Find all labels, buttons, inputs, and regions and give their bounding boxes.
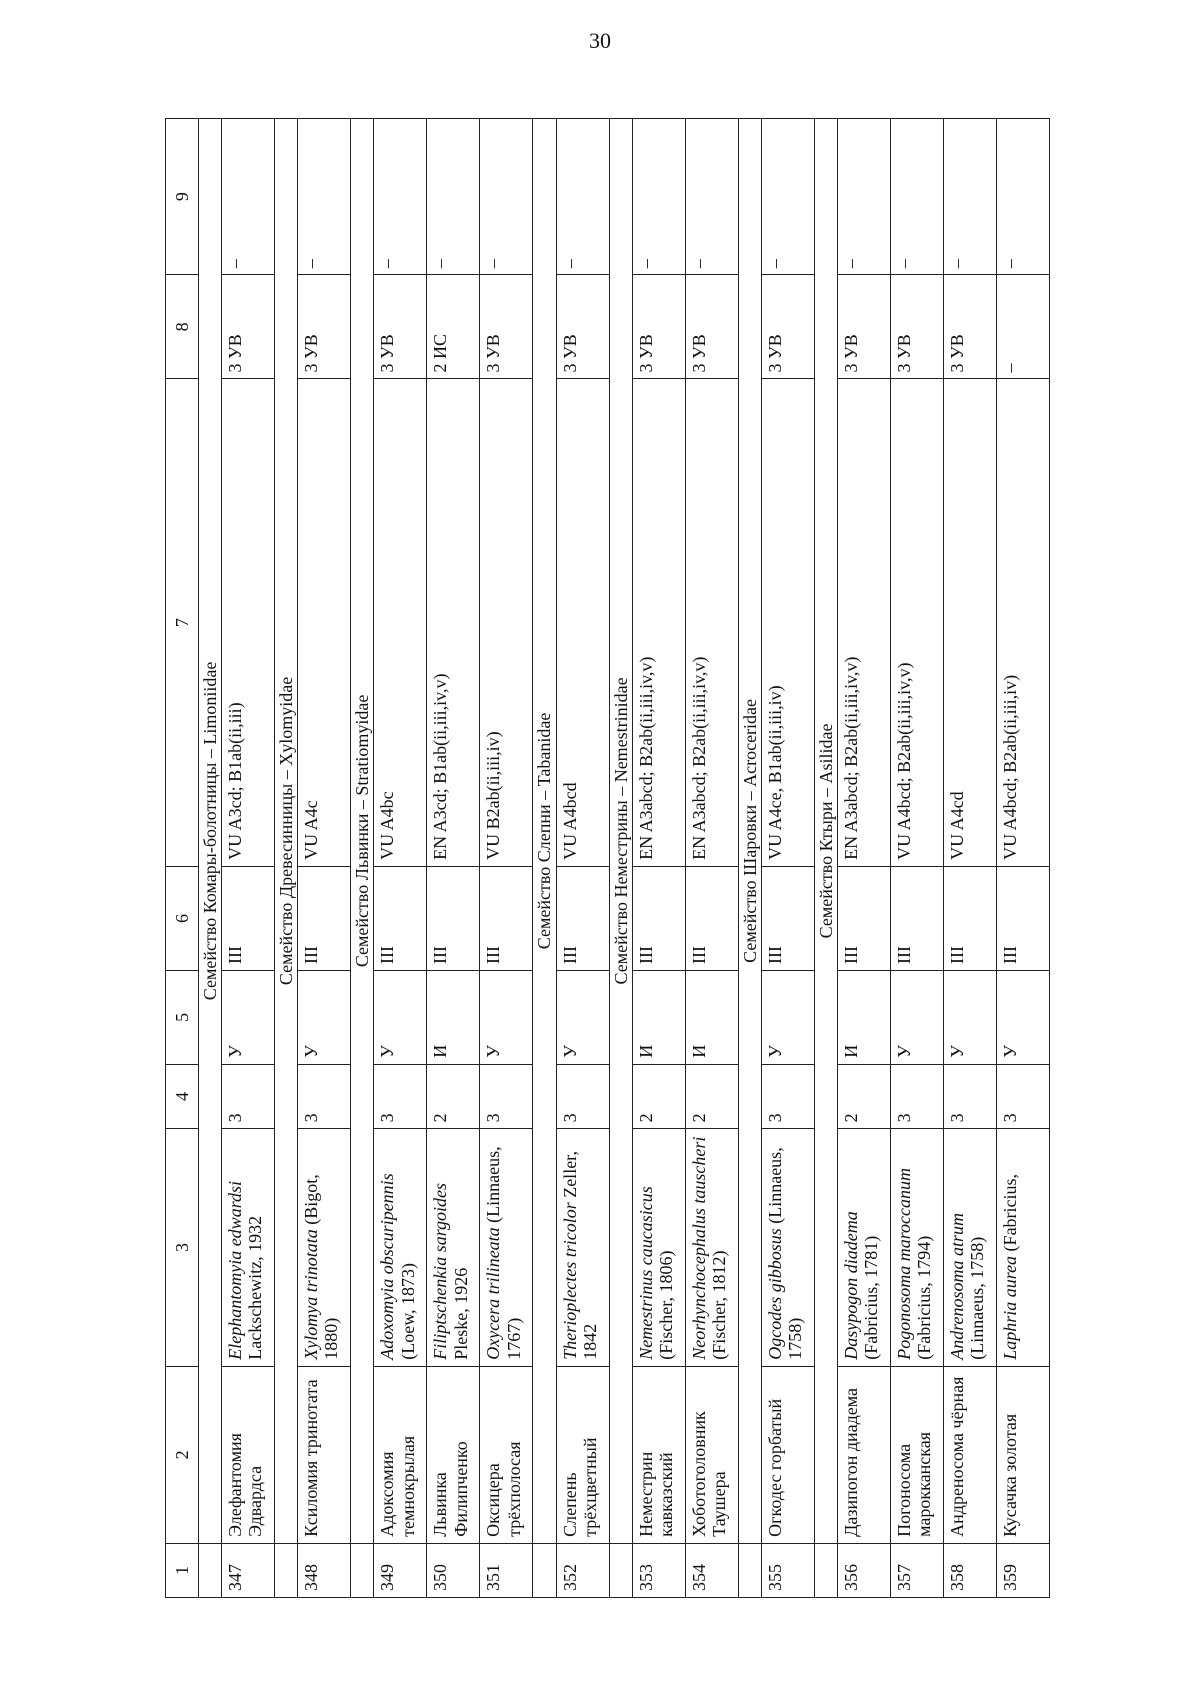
latin-authority: Pleske, 1926	[450, 1267, 471, 1360]
russian-name: Огкодес горбатый	[761, 1366, 814, 1543]
column-9-value: –	[944, 119, 997, 275]
family-header-row	[275, 119, 298, 1598]
table-row	[761, 119, 814, 1598]
table-row	[891, 119, 944, 1598]
iucn-criteria: VU A3cd; B1ab(ii,iii)	[222, 379, 275, 866]
priority-level: III	[891, 866, 944, 970]
iucn-criteria: EN A3abcd; B2ab(ii,iii,iv,v)	[685, 379, 738, 866]
iucn-criteria: EN A3abcd; B2ab(ii,iii,iv,v)	[838, 379, 891, 866]
family-header-row	[351, 119, 374, 1598]
column-header: 9	[166, 119, 199, 275]
column-9-value: –	[374, 119, 427, 275]
category-letter: У	[556, 971, 609, 1065]
column-9-value: –	[632, 119, 685, 275]
column-9-value: –	[761, 119, 814, 275]
category-number: 3	[480, 1064, 533, 1129]
column-9-value: –	[480, 119, 533, 275]
latin-authority: (Fabricius,	[1000, 1173, 1021, 1256]
row-number: 358	[944, 1543, 997, 1597]
latin-genus-species: Neorhynchocephalus tauscheri	[688, 1136, 709, 1360]
category-number: 3	[374, 1064, 427, 1129]
latin-name	[838, 1129, 891, 1366]
priority-level: III	[761, 866, 814, 970]
category-number: 2	[632, 1064, 685, 1129]
category-number: 3	[556, 1064, 609, 1129]
priority-level: III	[632, 866, 685, 970]
latin-name	[761, 1129, 814, 1366]
latin-genus-species: Laphria aurea	[1000, 1255, 1021, 1360]
status-code: 3 УВ	[761, 275, 814, 379]
category-letter: У	[891, 971, 944, 1065]
table-row	[298, 119, 351, 1598]
row-number: 359	[997, 1543, 1050, 1597]
family-header-row	[533, 119, 556, 1598]
row-number: 350	[427, 1543, 480, 1597]
column-9-value: –	[891, 119, 944, 275]
family-header-row	[814, 119, 837, 1598]
column-9-value: –	[222, 119, 275, 275]
iucn-criteria: VU A4bcd; B2ab(ii,iii,iv)	[997, 379, 1050, 866]
column-header: 1	[166, 1543, 199, 1597]
russian-name: Кусачка золотая	[997, 1366, 1050, 1543]
status-code: 3 УВ	[222, 275, 275, 379]
latin-authority: Zeller, 1842	[559, 1151, 600, 1360]
russian-name: Ксиломия тринотата	[298, 1366, 351, 1543]
family-name: Семейство Ктыри – Asilidae	[814, 119, 837, 1544]
latin-genus-species: Nemestrinus caucasicus	[635, 1186, 656, 1360]
latin-authority: Lackschewitz, 1932	[245, 1215, 266, 1360]
column-9-value: –	[298, 119, 351, 275]
russian-name: Хоботоголовник Таушера	[685, 1366, 738, 1543]
status-code: 3 УВ	[891, 275, 944, 379]
latin-genus-species: Ogcodes gibbosus	[764, 1228, 785, 1360]
latin-genus-species: Elephantomyia edwardsi	[225, 1180, 246, 1360]
priority-level: III	[480, 866, 533, 970]
russian-name: Львинка Филипченко	[427, 1366, 480, 1543]
column-9-value: –	[838, 119, 891, 275]
category-letter: У	[374, 971, 427, 1065]
family-name: Семейство Комары-болотницы – Limoniidae	[199, 119, 222, 1544]
latin-name	[997, 1129, 1050, 1366]
russian-name: Элефантомия Эдвардса	[222, 1366, 275, 1543]
status-code: 3 УВ	[374, 275, 427, 379]
category-number: 3	[222, 1064, 275, 1129]
iucn-criteria: VU A4bcd; B2ab(ii,iii,iv,v)	[891, 379, 944, 866]
rotated-table-container	[165, 118, 1045, 1598]
russian-name: Погоносома марокканская	[891, 1366, 944, 1543]
table-row	[374, 119, 427, 1598]
column-9-value: –	[556, 119, 609, 275]
latin-authority: (Loew, 1873)	[397, 1262, 418, 1360]
category-letter: И	[632, 971, 685, 1065]
priority-level: III	[685, 866, 738, 970]
russian-name: Адоксомия темнокрылая	[374, 1366, 427, 1543]
priority-level: III	[427, 866, 480, 970]
category-letter: У	[997, 971, 1050, 1065]
row-number: 354	[685, 1543, 738, 1597]
family-header-row	[199, 119, 222, 1598]
table-row	[480, 119, 533, 1598]
column-header: 5	[166, 971, 199, 1065]
iucn-criteria: EN A3abcd; B2ab(ii,iii,iv,v)	[632, 379, 685, 866]
priority-level: III	[997, 866, 1050, 970]
latin-genus-species: Filiptschenkia sargoides	[430, 1182, 451, 1360]
family-name: Семейство Неместрины – Nemestrinidae	[609, 119, 632, 1544]
row-number: 347	[222, 1543, 275, 1597]
latin-name	[891, 1129, 944, 1366]
latin-genus-species: Xylomya trinotata	[301, 1229, 322, 1360]
latin-name	[427, 1129, 480, 1366]
column-number-row	[166, 119, 199, 1598]
family-header-row	[609, 119, 632, 1598]
latin-genus-species: Therioplectes tricolor	[559, 1202, 580, 1360]
latin-genus-species: Oxycera trilineata	[483, 1227, 504, 1360]
russian-name: Оксицера трёхполосая	[480, 1366, 533, 1543]
column-header: 4	[166, 1064, 199, 1129]
latin-genus-species: Adoxomyia obscuripennis	[377, 1173, 398, 1360]
russian-name: Дазипогон диадема	[838, 1366, 891, 1543]
category-number: 2	[838, 1064, 891, 1129]
status-code: 3 УВ	[944, 275, 997, 379]
latin-genus-species: Pogonosoma maroccanum	[894, 1167, 915, 1360]
family-name: Семейство Шаровки – Acroceridae	[738, 119, 761, 1544]
row-number: 357	[891, 1543, 944, 1597]
status-code: 3 УВ	[298, 275, 351, 379]
latin-name	[632, 1129, 685, 1366]
column-9-value: –	[427, 119, 480, 275]
row-number: 352	[556, 1543, 609, 1597]
latin-authority: (Fischer, 1812)	[708, 1250, 729, 1360]
gap-cell	[199, 1543, 222, 1597]
category-letter: И	[838, 971, 891, 1065]
category-number: 3	[997, 1064, 1050, 1129]
gap-cell	[275, 1543, 298, 1597]
gap-cell	[814, 1543, 837, 1597]
iucn-criteria: VU A4bcd	[556, 379, 609, 866]
table-row	[997, 119, 1050, 1598]
latin-name	[685, 1129, 738, 1366]
priority-level: III	[944, 866, 997, 970]
latin-authority: (Fischer, 1806)	[655, 1250, 676, 1360]
latin-genus-species: Andrenosoma atrum	[947, 1212, 968, 1360]
column-header: 3	[166, 1129, 199, 1366]
category-letter: У	[298, 971, 351, 1065]
latin-name	[222, 1129, 275, 1366]
priority-level: III	[374, 866, 427, 970]
family-header-row	[738, 119, 761, 1598]
table-row	[838, 119, 891, 1598]
russian-name: Слепень трёхцветный	[556, 1366, 609, 1543]
column-9-value: –	[997, 119, 1050, 275]
gap-cell	[609, 1543, 632, 1597]
latin-name	[480, 1129, 533, 1366]
category-letter: У	[222, 971, 275, 1065]
iucn-criteria: VU A4ce, B1ab(ii,iii,iv)	[761, 379, 814, 866]
russian-name: Андреносома чёрная	[944, 1366, 997, 1543]
category-letter: У	[761, 971, 814, 1065]
family-name: Семейство Древесинницы – Xylomyidae	[275, 119, 298, 1544]
table-body	[166, 119, 1050, 1598]
status-code: –	[997, 275, 1050, 379]
category-number: 3	[891, 1064, 944, 1129]
russian-name: Неместрин кавказский	[632, 1366, 685, 1543]
table-row	[556, 119, 609, 1598]
table-row	[427, 119, 480, 1598]
category-number: 3	[298, 1064, 351, 1129]
row-number: 356	[838, 1543, 891, 1597]
category-letter: У	[480, 971, 533, 1065]
iucn-criteria: VU A4bc	[374, 379, 427, 866]
gap-cell	[533, 1543, 556, 1597]
row-number: 348	[298, 1543, 351, 1597]
category-letter: И	[685, 971, 738, 1065]
column-header: 8	[166, 275, 199, 379]
iucn-criteria: VU B2ab(ii,iii,iv)	[480, 379, 533, 866]
latin-authority: (Linnaeus, 1758)	[764, 1147, 806, 1360]
status-code: 3 УВ	[480, 275, 533, 379]
column-9-value: –	[685, 119, 738, 275]
priority-level: III	[556, 866, 609, 970]
latin-name	[556, 1129, 609, 1366]
iucn-criteria: EN A3cd; B1ab(ii,iii,iv,v)	[427, 379, 480, 866]
row-number: 351	[480, 1543, 533, 1597]
column-header: 6	[166, 866, 199, 970]
latin-authority: (Linnaeus, 1758)	[967, 1236, 988, 1360]
gap-cell	[738, 1543, 761, 1597]
iucn-criteria: VU A4c	[298, 379, 351, 866]
row-number: 355	[761, 1543, 814, 1597]
page-number: 30	[589, 28, 611, 53]
table-row	[944, 119, 997, 1598]
status-code: 3 УВ	[556, 275, 609, 379]
family-name: Семейство Львинки – Stratiomyidae	[351, 119, 374, 1544]
category-letter: И	[427, 971, 480, 1065]
category-number: 2	[427, 1064, 480, 1129]
table-row	[632, 119, 685, 1598]
priority-level: III	[222, 866, 275, 970]
row-number: 353	[632, 1543, 685, 1597]
category-letter: У	[944, 971, 997, 1065]
row-number: 349	[374, 1543, 427, 1597]
latin-authority: (Linnaeus, 1767)	[483, 1146, 524, 1360]
category-number: 3	[944, 1064, 997, 1129]
table-row	[685, 119, 738, 1598]
family-name: Семейство Слепни – Tabanidae	[533, 119, 556, 1544]
priority-level: III	[298, 866, 351, 970]
species-table	[165, 118, 1050, 1598]
status-code: 3 УВ	[838, 275, 891, 379]
latin-authority: (Bigot, 1880)	[301, 1174, 342, 1360]
latin-name	[298, 1129, 351, 1366]
gap-cell	[351, 1543, 374, 1597]
priority-level: III	[838, 866, 891, 970]
column-header: 2	[166, 1366, 199, 1543]
latin-authority: (Fabricius, 1781)	[861, 1235, 882, 1360]
iucn-criteria: VU A4cd	[944, 379, 997, 866]
status-code: 3 УВ	[632, 275, 685, 379]
column-header: 7	[166, 379, 199, 866]
latin-authority: (Fabricius, 1794)	[914, 1235, 935, 1360]
category-number: 2	[685, 1064, 738, 1129]
category-number: 3	[761, 1064, 814, 1129]
latin-genus-species: Dasypogon diadema	[841, 1211, 862, 1360]
latin-name	[374, 1129, 427, 1366]
status-code: 2 ИС	[427, 275, 480, 379]
table-row	[222, 119, 275, 1598]
status-code: 3 УВ	[685, 275, 738, 379]
latin-name	[944, 1129, 997, 1366]
